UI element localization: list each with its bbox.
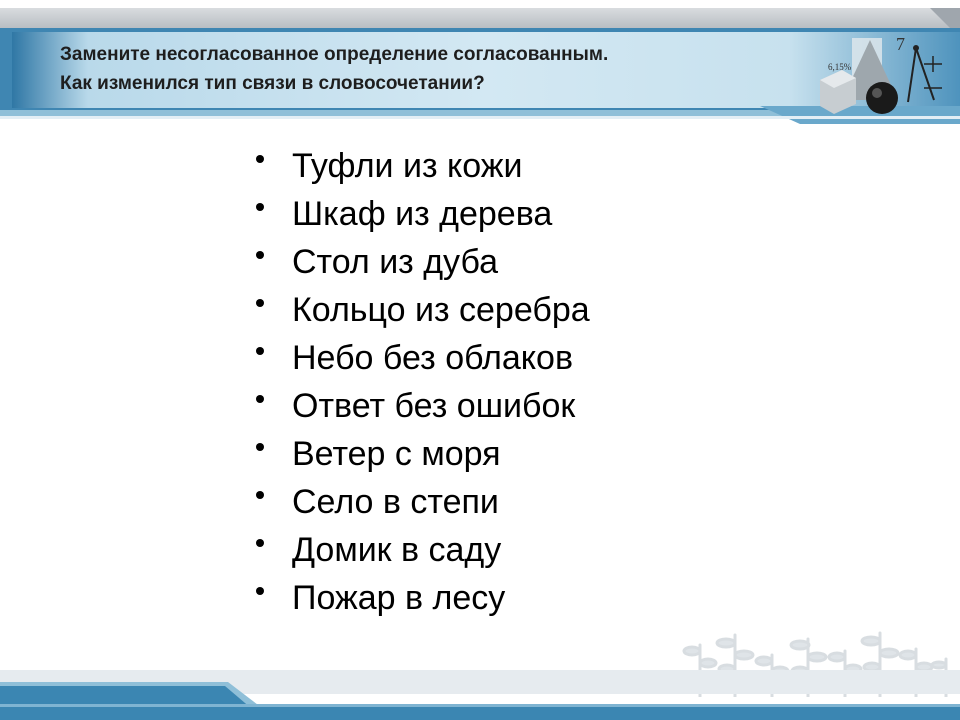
- bullet-dot-icon: [256, 203, 264, 211]
- deco-percent: 6,15%: [828, 62, 852, 72]
- footer-band: [0, 670, 960, 720]
- bullet-dot-icon: [256, 299, 264, 307]
- bullet-dot-icon: [256, 155, 264, 163]
- list-item: [250, 334, 590, 382]
- list-item-text: Кольцо из серебра: [292, 291, 590, 329]
- slide-title: [60, 40, 820, 98]
- list-item: [250, 142, 590, 190]
- deco-number: 7: [896, 34, 905, 54]
- list-item-text: Село в степи: [292, 483, 499, 521]
- list-item: [250, 286, 590, 334]
- bullet-dot-icon: [256, 587, 264, 595]
- list-item-text: Шкаф из дерева: [292, 195, 553, 233]
- list-item-text: Стол из дуба: [292, 243, 499, 281]
- bullet-list: [250, 142, 590, 622]
- list-item: [250, 574, 590, 622]
- list-item-text: Пожар в лесу: [292, 579, 506, 617]
- bullet-dot-icon: [256, 347, 264, 355]
- geometry-shapes-icon: [812, 30, 952, 122]
- list-item: [250, 382, 590, 430]
- bullet-dot-icon: [256, 539, 264, 547]
- list-item-text: Небо без облаков: [292, 339, 574, 377]
- title-line-1: Замените несогласованное определение согласованным.: [60, 44, 609, 65]
- list-item-text: Домик в саду: [292, 531, 502, 569]
- list-item: [250, 238, 590, 286]
- list-item-text: Туфли из кожи: [292, 147, 523, 185]
- top-stripe: [0, 0, 960, 28]
- list-item: [250, 526, 590, 574]
- list-item: [250, 430, 590, 478]
- list-item: [250, 478, 590, 526]
- list-item: [250, 190, 590, 238]
- bullet-dot-icon: [256, 443, 264, 451]
- list-item-text: Ветер с моря: [292, 435, 501, 473]
- list-item-text: Ответ без ошибок: [292, 387, 576, 425]
- title-line-2: Как изменился тип связи в словосочетании?: [60, 73, 485, 94]
- bullet-dot-icon: [256, 395, 264, 403]
- bullet-dot-icon: [256, 491, 264, 499]
- bullet-dot-icon: [256, 251, 264, 259]
